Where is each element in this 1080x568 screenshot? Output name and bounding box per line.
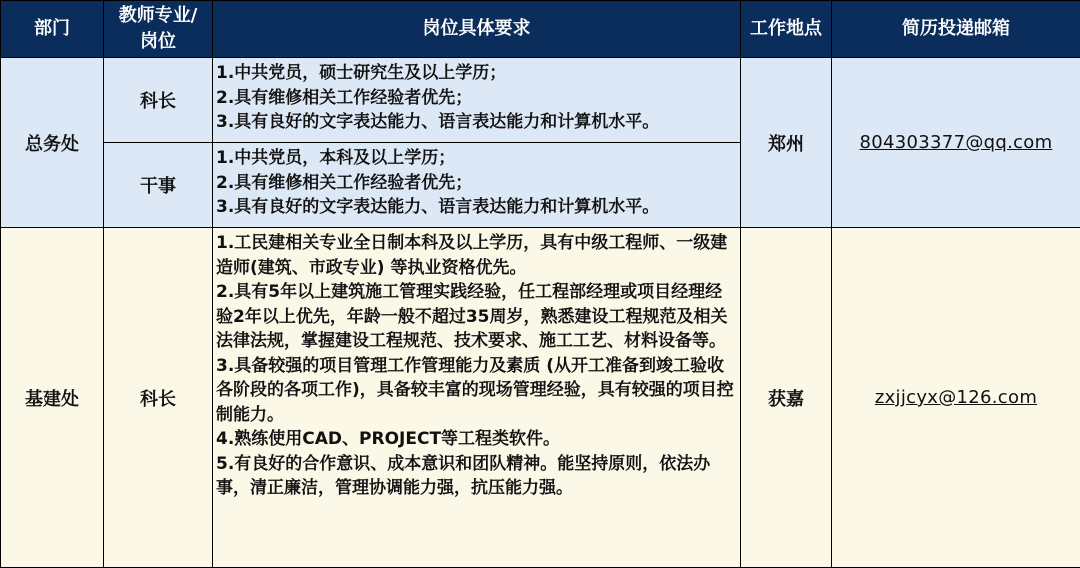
email-link[interactable]: zxjjcyx@126.com <box>875 387 1037 408</box>
header-email: 简历投递邮箱 <box>832 1 1080 58</box>
table-row <box>1 228 1080 568</box>
email-link[interactable]: 804303377@qq.com <box>860 132 1053 153</box>
location-cell: 郑州 <box>741 58 832 228</box>
email-cell <box>832 228 1080 568</box>
dept-cell: 总务处 <box>1 58 104 228</box>
requirement-item: 2.具有5年以上建筑施工管理实践经验，任工程部经理或项目经理经验2年以上优先，年龄一般不超过35周岁，熟悉建设工程规范及相关法律法规，掌握建设工程规范、技术要求、施工工艺、材料设备等。 <box>216 280 734 354</box>
requirement-item: 1.中共党员，本科及以上学历； <box>216 146 734 171</box>
header-location: 工作地点 <box>741 1 832 58</box>
requirement-item: 2.具有维修相关工作经验者优先； <box>216 171 734 196</box>
requirement-item: 1.中共党员，硕士研究生及以上学历； <box>216 61 734 86</box>
requirement-item: 3.具有良好的文字表达能力、语言表达能力和计算机水平。 <box>216 110 734 135</box>
header-row <box>1 1 1080 58</box>
table-row <box>1 58 1080 143</box>
dept-cell: 基建处 <box>1 228 104 568</box>
requirement-item: 3.具有良好的文字表达能力、语言表达能力和计算机水平。 <box>216 195 734 220</box>
requirement-item: 4.熟练使用CAD、PROJECT等工程类软件。 <box>216 427 734 452</box>
requirement-item: 3.具备较强的项目管理工作管理能力及素质 (从开工准备到竣工验收各阶段的各项工作)，具备较丰富的现场管理经验，具有较强的项目控制能力。 <box>216 354 734 428</box>
email-cell <box>832 58 1080 228</box>
requirement-item: 1.工民建相关专业全日制本科及以上学历，具有中级工程师、一级建造师(建筑、市政专业) 等执业资格优先。 <box>216 231 734 280</box>
header-dept: 部门 <box>1 1 104 58</box>
header-position: 教师专业/ 岗位 <box>104 1 213 58</box>
position-cell: 科长 <box>104 58 213 143</box>
requirement-item: 2.具有维修相关工作经验者优先； <box>216 86 734 111</box>
position-cell: 干事 <box>104 143 213 228</box>
requirements-cell <box>213 143 741 228</box>
location-cell: 获嘉 <box>741 228 832 568</box>
position-cell: 科长 <box>104 228 213 568</box>
requirements-cell <box>213 58 741 143</box>
requirement-item: 5.有良好的合作意识、成本意识和团队精神。能坚持原则，依法办事，清正廉洁，管理协调能力强，抗压能力强。 <box>216 452 734 501</box>
requirements-cell <box>213 228 741 568</box>
header-requirements: 岗位具体要求 <box>213 1 741 58</box>
